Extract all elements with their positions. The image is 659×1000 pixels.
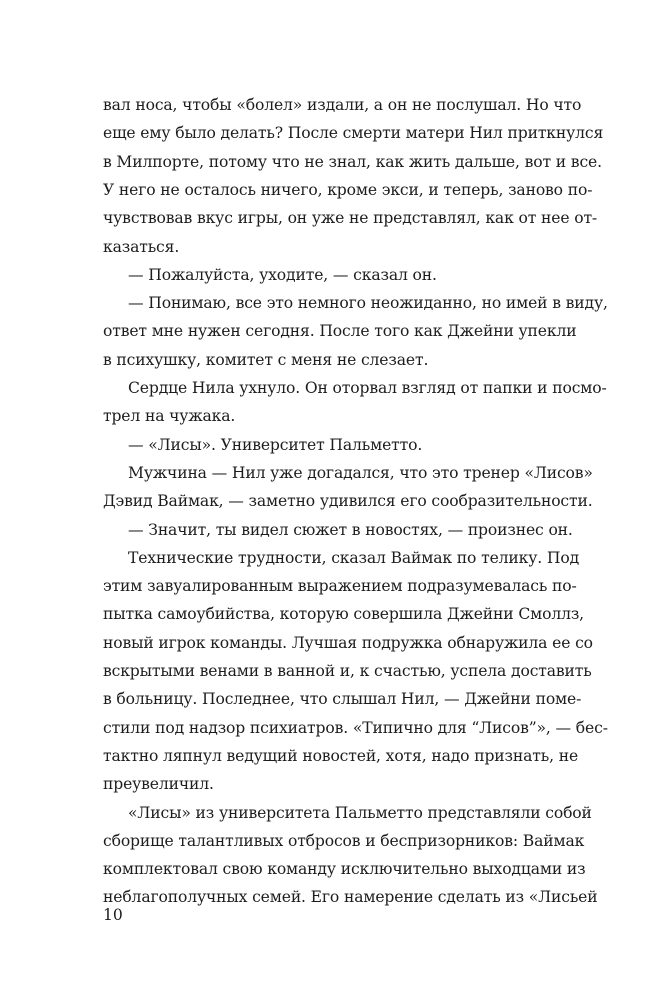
text-line: стили под надзор психиатров. «Типично для “Лисов”», — бес- xyxy=(103,718,608,737)
text-line: новый игрок команды. Лучшая подружка обнаружила ее со xyxy=(103,633,593,652)
text-line: неблагополучных семей. Его намерение сделать из «Лисьей xyxy=(103,888,598,907)
text-line: — Пожалуйста, уходите, — сказал он. xyxy=(128,265,437,284)
text-line: комплектовал свою команду исключительно выходцами из xyxy=(103,860,586,879)
text-line: в Милпорте, потому что не знал, как жить дальше, вот и все. xyxy=(103,152,602,171)
text-line: вскрытыми венами в ванной и, к счастью, успела доставить xyxy=(103,662,592,680)
text-line: преувеличил. xyxy=(103,775,214,794)
text-line: еще ему было делать? После смерти матери Нил приткнулся xyxy=(103,124,604,143)
page-number: 10 xyxy=(103,906,123,924)
text-line: — Понимаю, все это немного неожиданно, но имей в виду, xyxy=(128,294,608,313)
text-line: — Значит, ты видел сюжет в новостях, — произнес он. xyxy=(128,520,573,539)
text-line: в больницу. Последнее, что слышал Нил, — Джейни поме- xyxy=(103,690,582,709)
text-line: У него не осталось ничего, кроме экси, и теперь, заново по- xyxy=(103,180,593,199)
text-line: Дэвид Ваймак, — заметно удивился его сообразительности. xyxy=(103,492,593,511)
text-line: «Лисы» из университета Пальметто представляли собой xyxy=(128,803,592,822)
text-line: сборище талантливых отбросов и беспризорников: Ваймак xyxy=(103,831,585,850)
text-line: тактно ляпнул ведущий новостей, хотя, надо признать, не xyxy=(103,746,579,765)
text-line: трел на чужака. xyxy=(103,407,236,426)
text-line: Мужчина — Нил уже догадался, что это тренер «Лисов» xyxy=(128,463,593,482)
text-line: этим завуалированным выражением подразумевалась по- xyxy=(103,577,577,596)
text-line: в психушку, комитет с меня не слезает. xyxy=(103,350,429,369)
text-line: казаться. xyxy=(103,237,180,256)
text-line: Технические трудности, сказал Ваймак по телику. Под xyxy=(128,548,580,567)
text-line: пытка самоубийства, которую совершила Джейни Смоллз, xyxy=(103,605,584,624)
text-line: вал носа, чтобы «болел» издали, а он не послушал. Но что xyxy=(103,96,582,114)
text-line: — «Лисы». Университет Пальметто. xyxy=(128,435,423,454)
text-line: чувствовав вкус игры, он уже не представлял, как от нее от- xyxy=(103,209,598,228)
text-line: Сердце Нила ухнуло. Он оторвал взгляд от папки и посмо- xyxy=(128,379,607,397)
text-line: ответ мне нужен сегодня. После того как Джейни упекли xyxy=(103,322,577,341)
